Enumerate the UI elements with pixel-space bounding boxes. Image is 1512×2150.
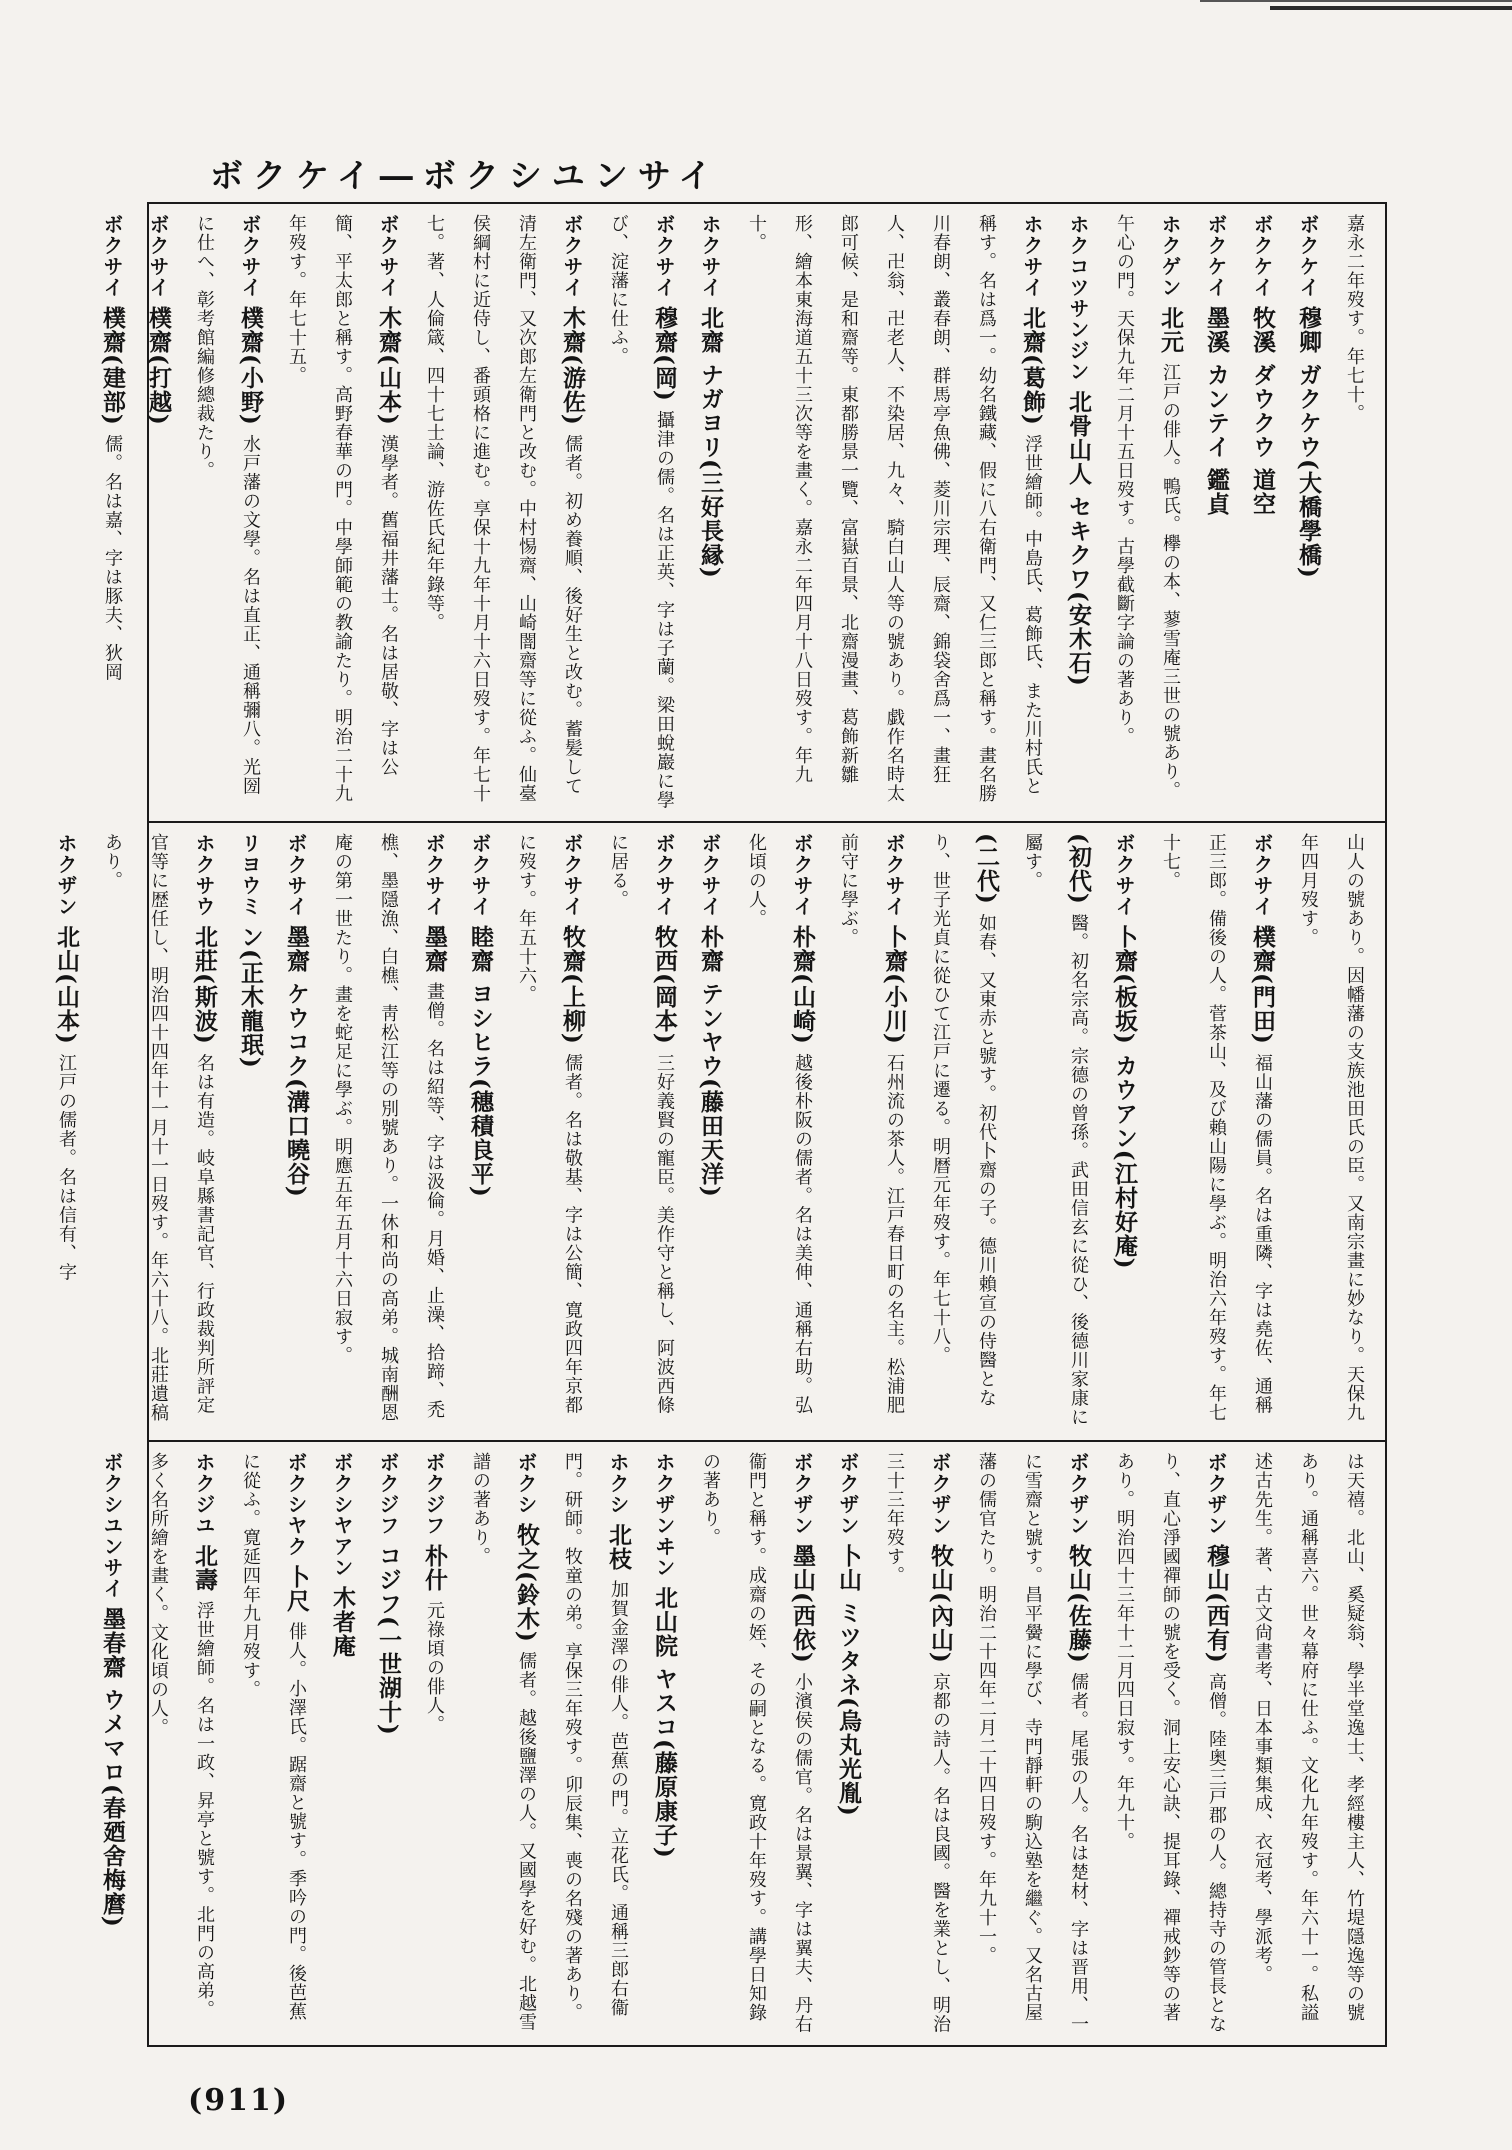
dictionary-entry <box>227 1452 319 2037</box>
entry-headword: 墨山(西依) <box>789 1543 816 1673</box>
entry-headword: (初代) <box>1065 833 1092 914</box>
dictionary-entry <box>1101 1452 1239 2037</box>
dictionary-entry <box>89 1452 135 2037</box>
dictionary-entry <box>89 833 227 1430</box>
dictionary-entry <box>135 214 181 811</box>
dictionary-entry <box>1285 214 1331 811</box>
dictionary-entry <box>457 833 503 1430</box>
dictionary-entry <box>1101 833 1147 1430</box>
entry-body: 漢學者。舊福井藩士。名は居敬、字は公簡、平太郎と稱す。高野春華の門。中學師範の教諭たり。明治二十九年歿す。年七十五。 <box>286 214 399 803</box>
entry-headword: 北骨山人 セキクワ(安木石) <box>1065 389 1092 687</box>
entry-body: 浮世繪師。中島氏、葛飾氏、また川村氏と稱す。名は爲一。幼名鐵藏、假に八右衛門、又仁三郎と稱す。畫名勝川春朗、叢春朗、群馬亭魚佛、菱川宗理、辰齋、錦袋舍爲一、畫狂人、卍翁、卍老人、不染居、九々、騎白山人等の號あり。戯作名時太郎可候、是和齋等。東都勝景一覽、富嶽百景、北齋漫畫、葛飾新雛形、繪本東海道五十三次等を畫く。嘉永二年四月十八日歿す。年九十。 <box>746 214 1043 803</box>
entry-body: 畫僧。名は紹等、字は汲倫。月婚、止澡、拾蹄、禿樵、墨隱漁、白樵、靑松江等の別號あり。一休和尚の高弟。城南酬恩庵の第一世たり。畫を蛇足に學ぶ。明應五年五月十六日寂す。 <box>332 833 445 1422</box>
entry-reading: ボクサイ <box>1112 833 1136 925</box>
entry-reading: ボクサイ <box>560 833 584 925</box>
dictionary-entry <box>319 833 457 1430</box>
entry-headword: 卜齋(板坂) カウアン(江村好庵) <box>1111 924 1138 1270</box>
entry-reading: ボクシユンサイ <box>100 1452 124 1607</box>
entry-headword: 牧西(岡本) <box>651 924 678 1054</box>
entry-body: 江戸の俳人。鴨氏。欅の本、蓼雪庵三世の號あり。午心の門。天保九年二月十五日歿す。古學截斷字論の著あり。 <box>1114 214 1181 800</box>
entry-headword: 北莊(斯波) <box>191 924 218 1054</box>
entry-reading: ホクシ <box>606 1452 630 1523</box>
entry-body: 攝津の儒。名は正英、字は子蘭。梁田蛻巖に學び、淀藩に仕ふ。 <box>608 214 675 810</box>
dictionary-entry <box>365 1452 411 2037</box>
entry-reading: ホクサウ <box>192 833 216 925</box>
dictionary-entry <box>1147 833 1285 1430</box>
entry-headword: 墨春齋 ウメマロ(春廼舍梅麿) <box>99 1606 126 1928</box>
top-rule <box>1270 6 1512 10</box>
entry-body: 小濱侯の儒官。名は景翼、字は翼夫、丹右衞門と稱す。成齋の姪、その嗣となる。寛政十年歿す。講學日知錄の著あり。 <box>700 1452 813 2034</box>
entry-reading: ホクジユ <box>192 1452 216 1544</box>
entry-reading: ボクサイ <box>146 214 170 306</box>
entry-reading: ボクケイ <box>1296 214 1320 306</box>
entry-body: 嘉永二年歿す。年七十。 <box>1344 214 1365 423</box>
entry-reading: リヨウミ <box>238 833 262 925</box>
entry-body: 浮世繪師。名は一政、昇亭と號す。北門の高弟。多く名所繪を畫く。文化頃の人。 <box>148 1452 215 2019</box>
entry-body: 加賀金澤の俳人。芭蕉の門。立花氏。通稱三郎右衞門。研師。牧童の弟。享保三年歿す。卯辰集、喪の名殘の著あり。 <box>562 1452 629 2022</box>
entry-body: 石州流の茶人。江戸春日町の名主。松浦肥前守に學ぶ。 <box>838 833 905 1415</box>
dictionary-entry <box>411 1452 457 2037</box>
dictionary-entry <box>273 214 411 811</box>
entry-body: 醫。初名宗高。宗德の曾孫。武田信玄に從ひ、後德川家康に屬す。 <box>1022 833 1089 1427</box>
entry-body: 江戸の儒者。名は信有、字 <box>56 1053 77 1282</box>
entry-reading: ホクサイ <box>1020 214 1044 306</box>
entry-reading: ボクザン <box>836 1452 860 1544</box>
entry-headword: 墨溪 カンテイ 鑑貞 <box>1203 305 1230 516</box>
dictionary-entry <box>457 1452 549 2037</box>
dictionary-entry <box>871 1452 963 2037</box>
entry-headword: 木齋(山本) <box>375 305 402 435</box>
dictionary-entry <box>687 833 733 1430</box>
dictionary-entry <box>733 833 825 1430</box>
dictionary-entry <box>89 214 135 811</box>
entry-reading: ホクザン <box>54 833 78 925</box>
entry-headword: ン(正木龍珉) <box>237 924 264 1069</box>
running-header: ボクケイ―ボクシユンサイ <box>210 156 722 195</box>
entry-headword: 朴什 <box>421 1543 448 1601</box>
entry-headword: 北齋 ナガヨリ(三好長縁) <box>697 305 724 579</box>
entry-reading: ボクケイ <box>1204 214 1228 306</box>
dictionary-entry <box>411 214 595 811</box>
entry-body: 京都の詩人。名は良國。醫を業とし、明治三十三年歿す。 <box>884 1452 951 2034</box>
entry-body: 如春、又東赤と號す。初代卜齋の子。德川賴宣の侍醫となり、世子光貞に從ひて江戸に遷る。明暦元年歿す。年七十八。 <box>930 833 997 1408</box>
entry-reading: ボクジフ <box>422 1452 446 1544</box>
entry-reading: ホクゲン <box>1158 214 1182 306</box>
dictionary-entry <box>227 833 273 1430</box>
dictionary-entry <box>549 1452 641 2037</box>
entry-reading: ボクサイ <box>790 833 814 925</box>
entry-body: 福山藩の儒員。名は重隣、字は堯佐、通稱正三郎。備後の人。菅茶山、及び賴山陽に學ぶ。明治六年歿す。年七十七。 <box>1160 833 1273 1422</box>
entry-headword: 穆山(西有) <box>1203 1543 1230 1673</box>
entry-reading: ボクサイ <box>1250 833 1274 925</box>
entry-reading: ボクシヤアン <box>330 1452 354 1586</box>
entry-headword: 北元 <box>1157 305 1184 363</box>
entry-body: 儒。名は嘉、字は豚夫、狄岡 <box>102 434 123 682</box>
entry-headword: 睦齋 ヨシヒラ(穗積良平) <box>467 924 494 1198</box>
entry-body: 三好義賢の寵臣。美作守と稱し、阿波西條に居る。 <box>608 833 675 1415</box>
dictionary-entry <box>1331 214 1377 811</box>
entry-headword: 卜山 ミツタネ(烏丸光胤) <box>835 1543 862 1817</box>
entry-headword: 北枝 <box>605 1522 632 1580</box>
entry-headword: 樸齋(打越) <box>145 305 172 426</box>
entry-reading: ボクシヤク <box>284 1452 308 1565</box>
dictionary-entry <box>1239 214 1285 811</box>
band-top-text <box>99 214 1377 811</box>
entry-headword: 北壽 <box>191 1543 218 1601</box>
entry-body: 儒者。越後鹽澤の人。又國學を好む。北越雪譜の著あり。 <box>470 1452 537 2032</box>
entry-headword: 朴齋(山崎) <box>789 924 816 1054</box>
band-bottom-text <box>99 1452 1377 2037</box>
entry-headword: 卜尺 <box>283 1564 310 1622</box>
entry-reading: ホクコツサンジン <box>1066 214 1090 390</box>
dictionary-entry <box>825 1452 871 2037</box>
band-bottom <box>99 1442 1385 2047</box>
band-middle <box>53 823 1385 1440</box>
entry-headword: 牧之(鈴木) <box>513 1522 540 1652</box>
dictionary-entry <box>503 833 595 1430</box>
dictionary-entry <box>135 1452 227 2037</box>
dictionary-entry <box>595 833 687 1430</box>
dictionary-entry <box>1055 214 1101 811</box>
dictionary-entry <box>687 214 733 811</box>
entry-headword: 墨齋 <box>421 924 448 982</box>
band-top <box>99 204 1385 821</box>
entry-headword: 卜齋(小川) <box>881 924 908 1054</box>
entry-headword: 北山(山本) <box>53 924 80 1054</box>
dictionary-entry <box>273 833 319 1430</box>
entry-reading: ボクサイ <box>422 833 446 925</box>
entry-headword: 穆卿 ガクケウ(大橋學橋) <box>1295 305 1322 579</box>
dictionary-entry <box>963 1452 1101 2037</box>
entry-reading: ボクザン <box>790 1452 814 1544</box>
entry-reading: ボクサイ <box>100 214 124 306</box>
entry-body: 儒者。名は敬基、字は公簡、寛政四年京都に歿す。年五十六。 <box>516 833 583 1415</box>
dictionary-entry <box>917 833 1009 1430</box>
entry-reading: ボクザン <box>928 1452 952 1544</box>
entry-headword: 木者庵 <box>329 1585 356 1658</box>
entry-reading: ボクザン <box>1066 1452 1090 1544</box>
entry-headword: 牧溪 ダウクウ 道空 <box>1249 305 1276 516</box>
entry-headword: 穆齋(岡) <box>651 305 678 411</box>
entry-reading: ボクサイ <box>652 214 676 306</box>
dictionary-entry <box>687 1452 825 2037</box>
entry-body: 越後朴阪の儒者。名は美伸、通稱右助。弘化頃の人。 <box>746 833 813 1415</box>
entry-body: 元祿頃の俳人。 <box>424 1600 445 1734</box>
dictionary-entry <box>319 1452 365 2037</box>
entry-headword: 樸齋(門田) <box>1249 924 1276 1054</box>
dictionary-entry <box>1239 1452 1377 2037</box>
entry-headword: 北山院 ヤスコ(藤原康子) <box>651 1585 678 1859</box>
entry-body: は天禧。北山、奚疑翁、學半堂逸士、孝經樓主人、竹堤隱逸等の號あり。通稱喜六。世々幕府に仕ふ。文化九年歿す。年六十一。私謚述古先生。著、古文尙書考、日本事類集成、衣冠考、學派考。 <box>1252 1452 1365 2022</box>
dictionary-entry <box>641 1452 687 2037</box>
entry-reading: ボクサイ <box>468 833 492 925</box>
entry-headword: 樸齋(小野) <box>237 305 264 435</box>
entry-reading: ボクサイ <box>652 833 676 925</box>
entry-body: 儒者。初め養順、後好生と改む。蓄髪して清左衛門、又次郎左衛門と改む。中村惕齋、山崎闇齋等に從ふ。仙臺侯綱村に近侍し、番頭格に進む。享保十九年十月十六日歿す。年七十七。著、人倫箴、四十七士論、游佐氏紀年錄等。 <box>424 214 583 803</box>
entry-headword: (二代) <box>973 833 1000 914</box>
entry-reading: ボクシ <box>514 1452 538 1523</box>
dictionary-entry <box>1285 833 1377 1430</box>
dictionary-entry <box>733 214 1055 811</box>
entry-headword: 樸齋(建部) <box>99 305 126 435</box>
dictionary-entry <box>43 833 89 1430</box>
entry-reading: ボクサイ <box>284 833 308 925</box>
entry-headword: 牧山(佐藤) <box>1065 1543 1092 1673</box>
entry-body: 水戸藩の文學。名は直正、通稱彌八。光圀に仕へ、彰考館編修總裁たり。 <box>194 214 261 796</box>
entry-reading: ボクザン <box>1204 1452 1228 1544</box>
entry-headword: 木齋(游佐) <box>559 305 586 435</box>
dictionary-entry <box>1101 214 1193 811</box>
entry-headword: 牧齋(上柳) <box>559 924 586 1054</box>
entry-reading: ホクザンヰン <box>652 1452 676 1586</box>
band-middle-text <box>53 833 1377 1430</box>
entry-headword: 北齋(葛飾) <box>1019 305 1046 435</box>
top-rule-thin <box>1200 0 1512 2</box>
dictionary-entry <box>1009 833 1101 1430</box>
entry-reading: ボクサイ <box>560 214 584 306</box>
entry-body: 山人の號あり。因幡藩の支族池田氏の臣。又南宗畫に妙なり。天保九年四月歿す。 <box>1298 833 1365 1422</box>
entry-reading: ボクジフ <box>376 1452 400 1544</box>
dictionary-entry <box>1193 214 1239 811</box>
page-frame <box>53 202 1387 2047</box>
entry-body: 名は有造。岐阜縣書記官、行政裁判所評定官等に歴任し、明治四十四年十一月十一日歿す。年六十八。北莊遺稿あり。 <box>102 833 215 1422</box>
entry-reading: ボクサイ <box>882 833 906 925</box>
entry-reading: ボクサイ <box>698 833 722 925</box>
dictionary-entry <box>181 214 273 811</box>
page-number: (911) <box>188 2083 290 2118</box>
entry-body: 儒者。尾張の人。名は楚材、字は晋用、一に雪齋と號す。昌平黌に學び、寺門靜軒の駒込塾を繼ぐ。又名古屋藩の儒官たり。明治二十四年二月二十四日歿す。年九十一。 <box>976 1452 1089 2034</box>
entry-reading: ボクケイ <box>1250 214 1274 306</box>
entry-body: 俳人。小澤氏。踞齋と號す。季吟の門。後芭蕉に從ふ。寛延四年九月歿す。 <box>240 1452 307 2021</box>
entry-headword: 墨齋 ケウコク(溝口曉谷) <box>283 924 310 1198</box>
dictionary-entry <box>825 833 917 1430</box>
entry-body: 高僧。陸奥三戸郡の人。總持寺の管長となり、直心淨國禪師の號を受く。洞上安心訣、提耳錄、禪戒鈔等の著あり。明治四十三年十二月四日寂す。年九十。 <box>1114 1452 1227 2034</box>
entry-headword: コジフ(一世湖十) <box>375 1543 402 1736</box>
entry-headword: 朴齋 テンヤウ(藤田天洋) <box>697 924 724 1198</box>
entry-reading: ボクサイ <box>238 214 262 306</box>
entry-reading: ホクサイ <box>698 214 722 306</box>
dictionary-entry <box>595 214 687 811</box>
entry-headword: 牧山(內山) <box>927 1543 954 1673</box>
entry-reading: ボクサイ <box>376 214 400 306</box>
